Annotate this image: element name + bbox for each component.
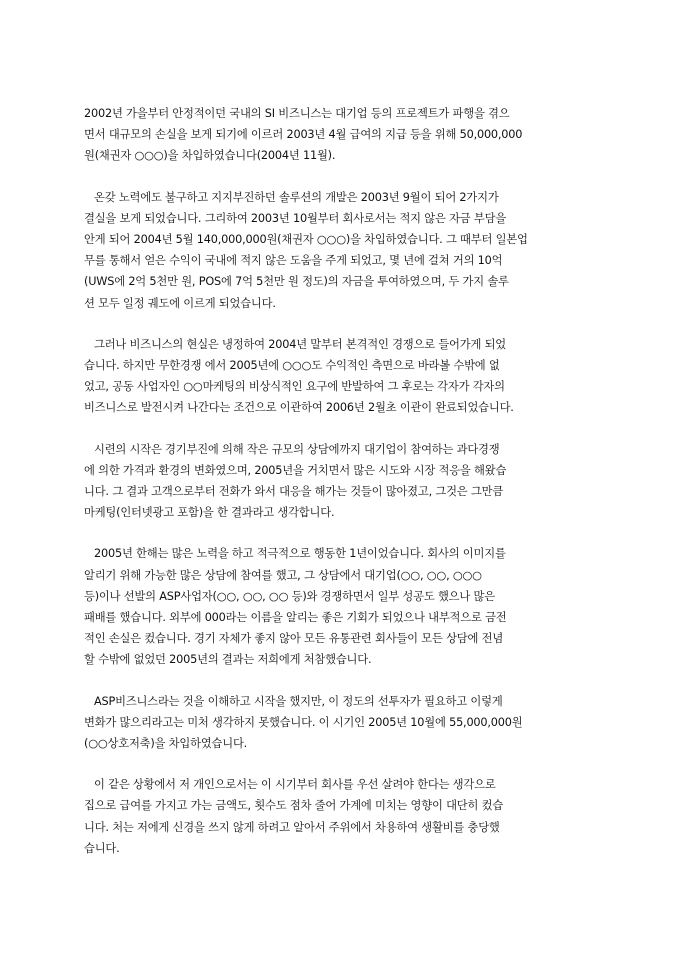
paragraph [84,774,598,859]
text-line: 패배를 했습니다. 외부에 000라는 이름을 알리는 좋은 기회가 되었으나 내부적으로 금전 [84,611,507,625]
text-line: 그러나 비즈니스의 현실은 냉정하여 2004년 말부터 본격적인 경쟁으로 들어가게 되었 [94,337,506,351]
paragraph [84,691,598,755]
text-line: 원(채권자 ○○○)을 차입하였습니다(2004년 11월). [84,149,336,163]
text-line: 집으로 급여를 가지고 가는 금액도, 횟수도 점차 줄어 가계에 미치는 영향이 대단히 컸습 [84,799,504,813]
text-line: 었고, 공동 사업자인 ○○마케팅의 비상식적인 요구에 반발하여 그 후로는 각자가 각자의 [84,380,505,394]
text-line: 니다. 그 결과 고객으로부터 전화가 와서 대응을 해가는 것들이 많아졌고, 그것은 그만큼 [84,485,504,499]
text-line: 2005년 한해는 많은 노력을 하고 적극적으로 행동한 1년이었습니다. 회사의 이미지를 [94,547,506,561]
text-line: ASP비즈니스라는 것을 이해하고 시작을 했지만, 이 정도의 선투자가 필요하고 이렇게 [94,694,503,708]
paragraph [84,543,598,670]
text-line: 면서 대규모의 손실을 보게 되기에 이르러 2003년 4월 급여의 지급 등을 위해 50,000,000 [84,128,523,142]
text-line: (UWS에 2억 5천만 원, POS에 7억 5천만 원 정도)의 자금을 투여하였으며, 두 가지 솔루 [84,275,509,289]
text-line: 비즈니스로 발전시켜 나간다는 조건으로 이관하여 2006년 2월초 이관이 완료되었습니다. [84,401,514,415]
text-line: 안게 되어 2004년 5월 140,000,000원(채권자 ○○○)을 차입하였습니다. 그 때부터 일본업 [84,233,528,247]
text-line: 습니다. 하지만 무한경쟁 에서 2005년에 ○○○도 수익적인 측면으로 바라볼 수밖에 없 [84,359,500,373]
text-line: 시련의 시작은 경기부진에 의해 작은 규모의 상담에까지 대기업이 참여하는 과다경쟁 [94,442,500,456]
text-line: (○○상호저축)을 차입하였습니다. [84,737,248,751]
paragraph [84,439,598,524]
text-line: 무를 통해서 얻은 수익이 국내에 적지 않은 도움을 주게 되었고, 몇 년에 걸쳐 거의 10억 [84,254,503,268]
text-line: 습니다. [84,841,120,855]
text-line: 알리기 위해 가능한 많은 상담에 참여를 했고, 그 상담에서 대기업(○○, ○○, ○○○ [84,568,482,582]
document-body [84,103,598,859]
text-line: 마케팅(인터넷광고 포함)을 한 결과라고 생각합니다. [84,506,335,520]
text-line: 등)이나 선발의 ASP사업자(○○, ○○, ○○ 등)와 경쟁하면서 일부 성공도 했으나 많은 [84,589,495,603]
text-line: 에 의한 가격과 환경의 변화였으며, 2005년을 거치면서 많은 시도와 시장 적응을 해왔습 [84,463,507,477]
paragraph [84,103,598,167]
text-line: 니다. 처는 저에게 신경을 쓰지 않게 하려고 알아서 주위에서 차용하여 생활비를 충당했 [84,820,500,834]
text-line: 온갖 노력에도 불구하고 지지부진하던 솔루션의 개발은 2003년 9월이 되어 2가지가 [94,190,499,204]
paragraph [84,187,598,314]
text-line: 변화가 많으리라고는 미처 생각하지 못했습니다. 이 시기인 2005년 10월에 55,000,000원 [84,715,523,729]
text-line: 적인 손실은 컸습니다. 경기 자체가 좋지 않아 모든 유통관련 회사들이 모든 상담에 전념 [84,632,504,646]
text-line: 결실을 보게 되었습니다. 그리하여 2003년 10월부터 회사로서는 적지 않은 자금 부담을 [84,211,507,225]
text-line: 션 모두 일정 궤도에 이르게 되었습니다. [84,296,276,310]
paragraph [84,334,598,419]
text-line: 이 같은 상황에서 저 개인으로서는 이 시기부터 회사를 우선 살려야 한다는 생각으로 [94,778,496,792]
text-line: 할 수밖에 없었던 2005년의 결과는 저희에게 처참했습니다. [84,653,372,667]
text-line: 2002년 가을부터 안정적이던 국내의 SI 비즈니스는 대기업 등의 프로젝트가 파행을 겪으 [84,107,510,120]
